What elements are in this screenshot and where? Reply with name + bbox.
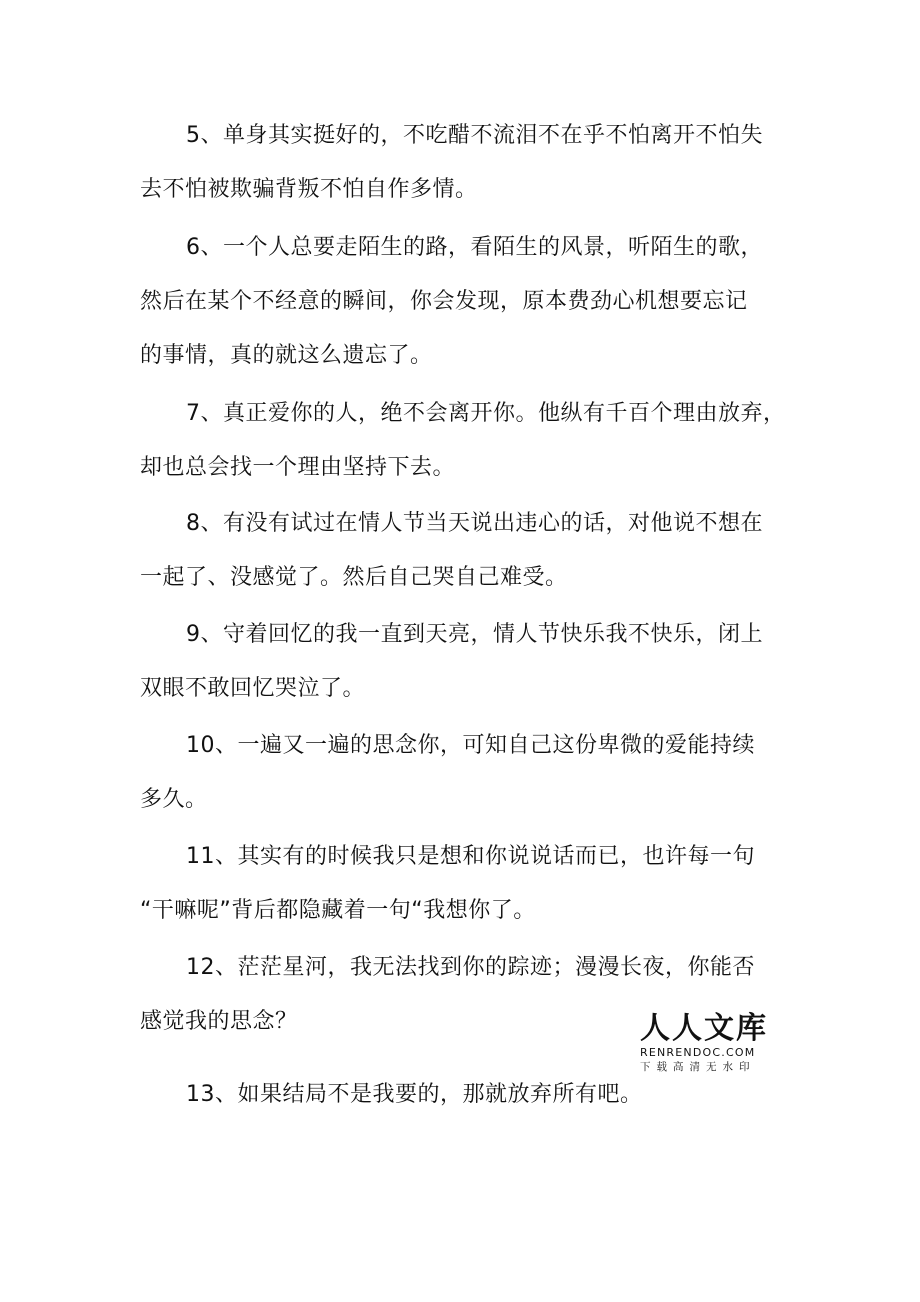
paragraph-line: 8、有没有试过在情人节当天说出违心的话，对他说不想在 (186, 511, 763, 536)
paragraph-line: 多久。 (140, 787, 208, 812)
paragraph-9 (140, 608, 790, 716)
paragraph-line: 去不怕被欺骗背叛不怕自作多情。 (140, 177, 478, 202)
watermark-logo (640, 1012, 780, 1078)
paragraph-5 (140, 109, 790, 217)
watermark-subtitle: 下载高清无水印 (640, 1061, 756, 1073)
paragraph-6 (140, 221, 790, 383)
paragraph-line: 的事情，真的就这么遗忘了。 (140, 343, 433, 368)
paragraph-7 (140, 387, 790, 495)
paragraph-line: 9、守着回忆的我一直到天亮，情人节快乐我不快乐，闭上 (186, 622, 763, 647)
paragraph-8 (140, 497, 790, 605)
paragraph-line: 感觉我的思念？ (140, 1009, 298, 1034)
watermark-url: RENRENDOC.COM (640, 1046, 756, 1059)
paragraph-line: 却也总会找一个理由坚持下去。 (140, 455, 456, 480)
paragraph-line: 13、如果结局不是我要的，那就放弃所有吧。 (186, 1082, 643, 1107)
paragraph-line: 双眼不敢回忆哭泣了。 (140, 676, 366, 701)
paragraph-line: 6、一个人总要走陌生的路，看陌生的风景，听陌生的歌， (186, 235, 763, 260)
paragraph-line: “干嘛呢”背后都隐藏着一句“我想你了。 (140, 898, 536, 923)
paragraph-line: 一起了、没感觉了。然后自己哭自己难受。 (140, 565, 568, 590)
paragraph-line: 11、其实有的时候我只是想和你说说话而已，也许每一句 (186, 844, 755, 869)
watermark-title: 人人文库 (640, 1011, 768, 1046)
paragraph-line: 12、茫茫星河，我无法找到你的踪迹；漫漫长夜，你能否 (186, 955, 755, 980)
paragraph-line: 5、单身其实挺好的，不吃醋不流泪不在乎不怕离开不怕失 (186, 123, 763, 148)
paragraph-10 (140, 719, 790, 827)
paragraph-line: 然后在某个不经意的瞬间，你会发现，原本费劲心机想要忘记 (140, 289, 748, 314)
paragraph-line: 7、真正爱你的人，绝不会离开你。他纵有千百个理由放弃， (186, 401, 786, 426)
paragraph-line: 10、一遍又一遍的思念你，可知自己这份卑微的爱能持续 (186, 733, 755, 758)
paragraph-11 (140, 830, 790, 938)
